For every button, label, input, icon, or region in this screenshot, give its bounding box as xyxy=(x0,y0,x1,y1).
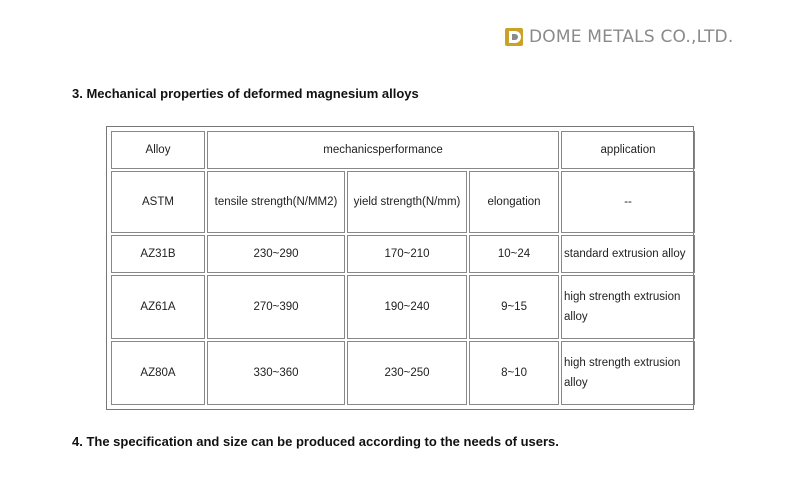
cell-alloy: AZ31B xyxy=(111,235,205,273)
table-row xyxy=(111,275,695,339)
cell-tensile: 270~390 xyxy=(207,275,345,339)
table-header-row xyxy=(111,131,695,169)
cell-yield: 170~210 xyxy=(347,235,467,273)
section-3-heading: 3. Mechanical properties of deformed magnesium alloys xyxy=(72,86,419,101)
company-name: DOME METALS CO.,LTD. xyxy=(529,27,734,47)
subheader-application: -- xyxy=(561,171,695,233)
cell-application: standard extrusion alloy xyxy=(561,235,695,273)
cell-tensile: 230~290 xyxy=(207,235,345,273)
cell-alloy: AZ61A xyxy=(111,275,205,339)
cell-yield: 190~240 xyxy=(347,275,467,339)
company-logo xyxy=(505,26,733,48)
subheader-yield: yield strength(N/mm) xyxy=(347,171,467,233)
table-row xyxy=(111,235,695,273)
subheader-elongation: elongation xyxy=(469,171,559,233)
cell-elongation: 9~15 xyxy=(469,275,559,339)
cell-elongation: 8~10 xyxy=(469,341,559,405)
subheader-tensile: tensile strength(N/MM2) xyxy=(207,171,345,233)
table-row xyxy=(111,341,695,405)
header-alloy: Alloy xyxy=(111,131,205,169)
cell-tensile: 330~360 xyxy=(207,341,345,405)
table-subheader-row xyxy=(111,171,695,233)
properties-table-frame xyxy=(106,126,694,410)
subheader-standard: ASTM xyxy=(111,171,205,233)
header-application: application xyxy=(561,131,695,169)
header-mechanics: mechanicsperformance xyxy=(207,131,559,169)
section-4-heading: 4. The specification and size can be produced according to the needs of users. xyxy=(72,434,559,449)
dome-metals-logo-icon xyxy=(505,28,523,46)
cell-application: high strength extrusion alloy xyxy=(561,341,695,405)
cell-alloy: AZ80A xyxy=(111,341,205,405)
cell-yield: 230~250 xyxy=(347,341,467,405)
mechanical-properties-table xyxy=(109,129,697,407)
cell-elongation: 10~24 xyxy=(469,235,559,273)
cell-application: high strength extrusion alloy xyxy=(561,275,695,339)
